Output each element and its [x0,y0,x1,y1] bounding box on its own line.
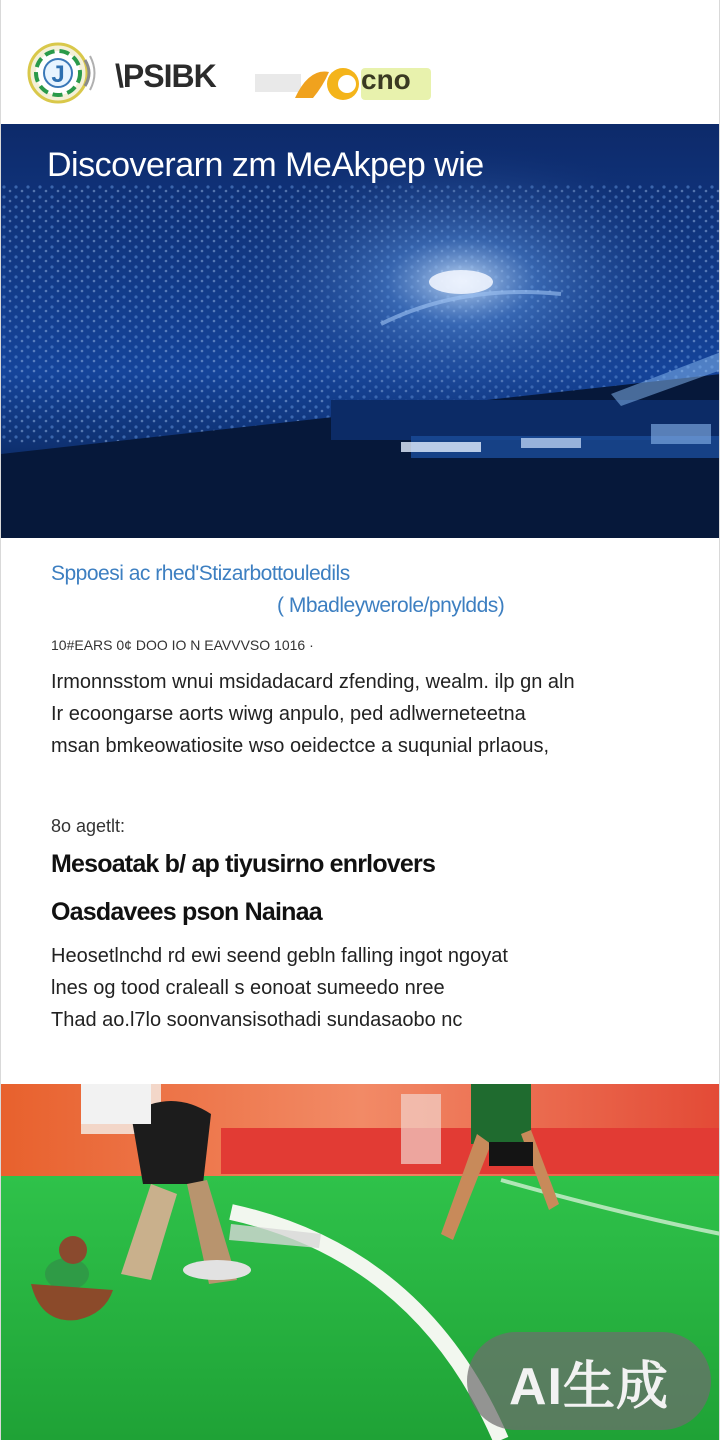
hero-banner[interactable] [1,124,720,538]
site-header [1,0,720,124]
summary-line: Irmonnsstom wnui msidadacard zfending, wealm. ilp gn aln [51,671,575,693]
summary-line: Thad ao.l7lo soonvansisothadi sundasaobo nc [51,1009,463,1031]
summary-line: Heosetlnchd rd ewi seend gebln falling ingot ngoyat [51,945,508,967]
site-logo-text[interactable]: \PSIBK [115,58,216,94]
article-headline-second-line[interactable]: Oasdavees pson Nainaa [51,898,322,926]
article-summary [51,666,691,762]
article-headline[interactable]: Mesoatak b/ ap tiyusirno enrlovers [51,850,436,878]
club-crest-icon[interactable] [27,42,97,104]
ai-generated-badge: AI生成 [467,1332,711,1430]
stadium-crowd-image [1,124,720,538]
summary-line: lnes og tood craleall s eonoat sumeedo nree [51,977,445,999]
section-kicker: 8o agetlt: [51,816,126,836]
article-title-link[interactable]: Sppoesi ac rhed'Stizarbottouledils [51,562,350,585]
article-meta: 10#EARS 0¢ DOO IO N EAVVVSO 1016 · [51,637,314,653]
partner-logo-text: cno [361,64,411,95]
hero-title[interactable]: Discoverarn zm MeAkpep wie [47,146,484,184]
article-subtitle-link[interactable]: ( Mbadleywerole/pnyldds) [277,594,505,617]
svg-text:J: J [51,61,65,88]
summary-line: Ir ecoongarse aorts wiwg anpulo, ped adlwerneteetna [51,703,526,725]
article-summary [51,940,691,1036]
summary-line: msan bmkeowatiosite wso oeidectce a suqunial prlaous, [51,735,550,757]
